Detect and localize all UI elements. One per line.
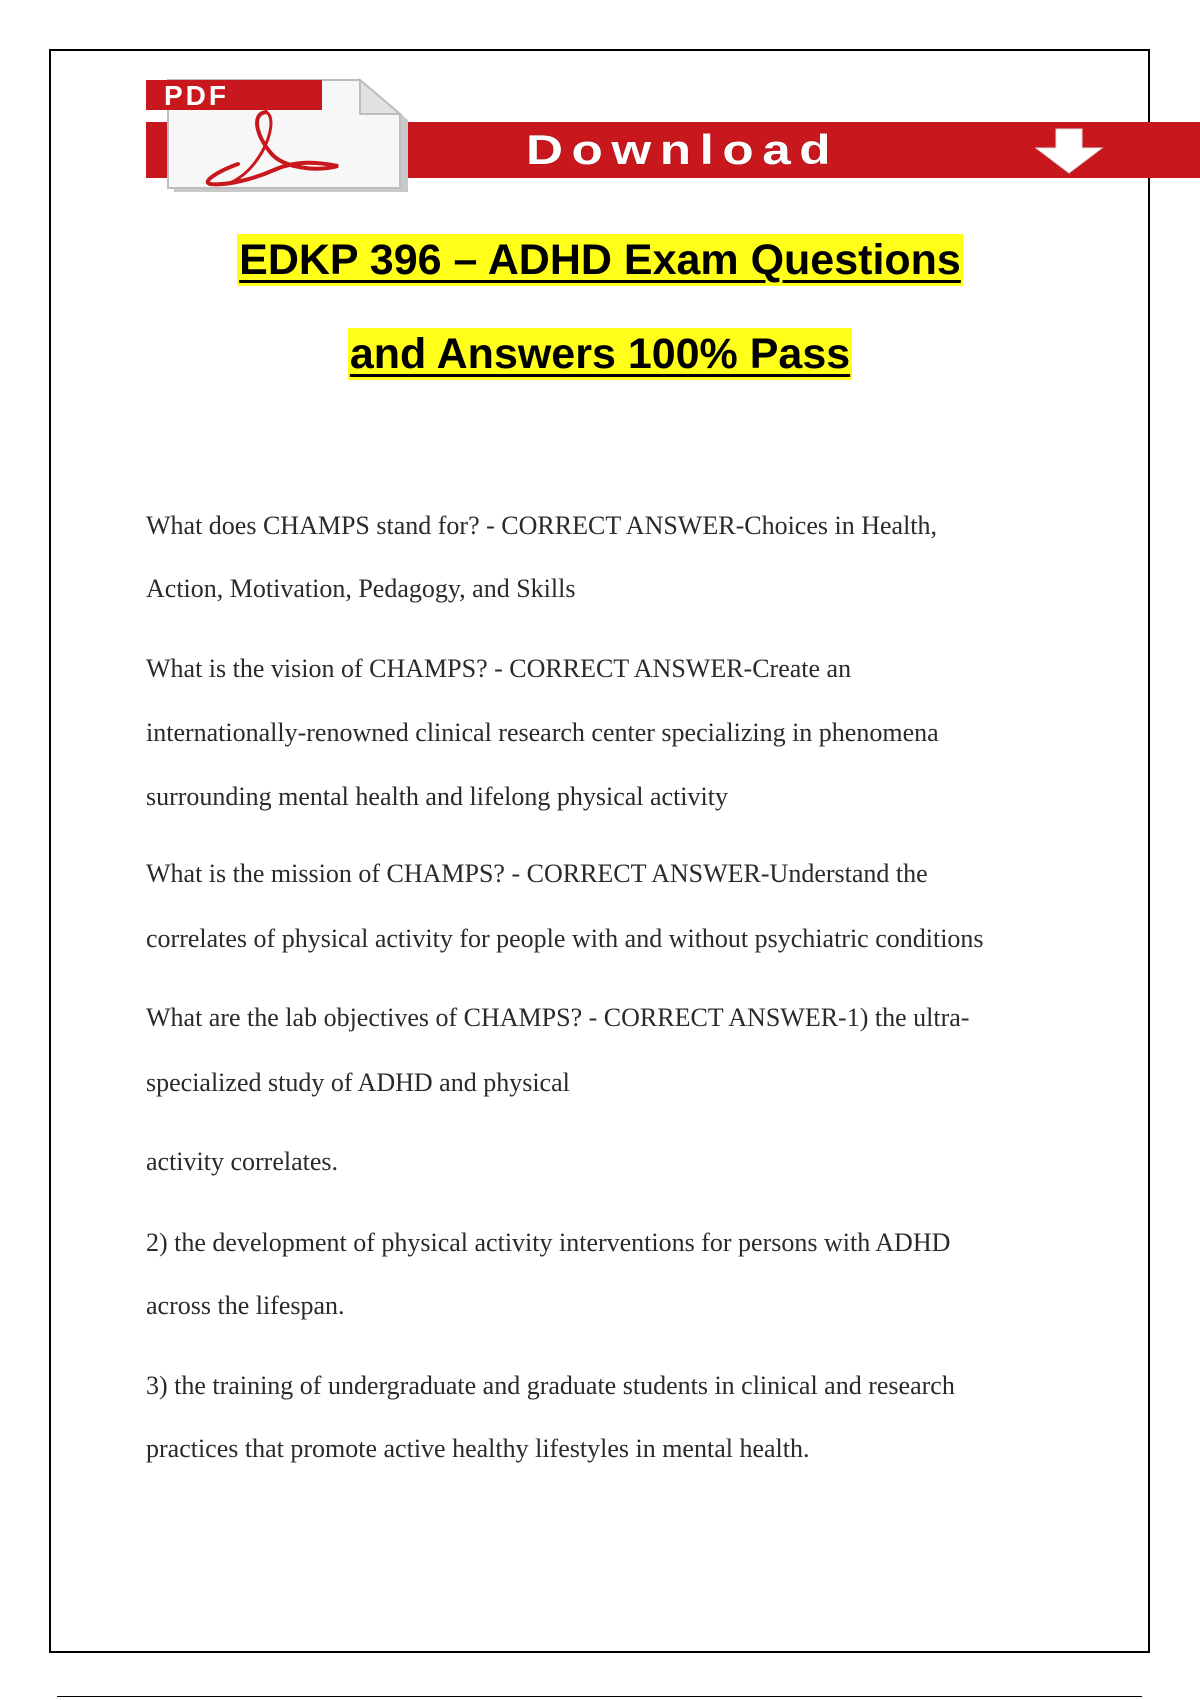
body-line: specialized study of ADHD and physical — [146, 1068, 570, 1097]
document-title-line1 — [0, 236, 1200, 285]
download-arrow-icon — [1028, 126, 1110, 176]
pdf-label: PDF — [164, 80, 229, 111]
download-label: Download — [526, 126, 840, 173]
body-line: What are the lab objectives of CHAMPS? - CORRECT ANSWER-1) the ultra- — [146, 1003, 970, 1032]
body-line: 2) the development of physical activity interventions for persons with ADHD — [146, 1228, 951, 1257]
pdf-file-icon — [146, 76, 414, 194]
download-banner[interactable] — [146, 76, 1200, 196]
body-line: activity correlates. — [146, 1147, 339, 1176]
body-line: What is the mission of CHAMPS? - CORRECT ANSWER-Understand the — [146, 859, 928, 888]
document-title-line2 — [0, 330, 1200, 379]
body-line: 3) the training of undergraduate and graduate students in clinical and research — [146, 1371, 955, 1400]
body-line: What does CHAMPS stand for? - CORRECT ANSWER-Choices in Health, — [146, 511, 938, 540]
bottom-rule — [57, 1696, 1142, 1697]
body-line: surrounding mental health and lifelong physical activity — [146, 782, 728, 811]
body-line: Action, Motivation, Pedagogy, and Skills — [146, 574, 576, 603]
title-line1-text: EDKP 396 – ADHD Exam Questions — [239, 236, 961, 284]
body-line: What is the vision of CHAMPS? - CORRECT ANSWER-Create an — [146, 654, 852, 683]
body-line: practices that promote active healthy lifestyles in mental health. — [146, 1434, 810, 1463]
body-line: internationally-renowned clinical research center specializing in phenomena — [146, 718, 939, 747]
body-line: correlates of physical activity for people with and without psychiatric conditions — [146, 924, 984, 953]
page-frame — [49, 49, 1150, 1653]
title-line2-text: and Answers 100% Pass — [349, 330, 851, 378]
body-line: across the lifespan. — [146, 1291, 345, 1320]
